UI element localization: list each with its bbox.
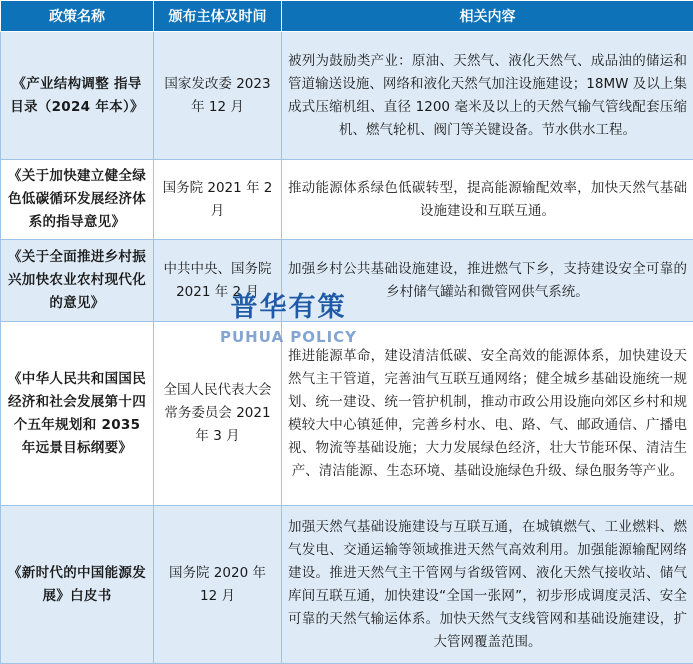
content-cell: 加强乡村公共基础设施建设，推进燃气下乡，支持建设安全可靠的乡村储气罐站和微管网供气系统。 <box>282 240 693 322</box>
table-row <box>1 32 693 160</box>
issuer-cell: 国务院 2021 年 2 月 <box>154 160 282 240</box>
table-row <box>1 322 693 506</box>
content-cell: 加强天然气基础设施建设与互联互通，在城镇燃气、工业燃料、燃气发电、交通运输等领域推进天然气高效利用。加强能源输配网络建设。推进天然气主干管网与省级管网、液化天然气接收站、储气库间互联互通，加快建设“全国一张网”，初步形成调度灵活、安全可靠的天然气输运体系。加快天然气支线管网和基础设施建设，扩大管网覆盖范围。 <box>282 506 693 664</box>
content-cell: 被列为鼓励类产业：原油、天然气、液化天然气、成品油的储运和管道输送设施、网络和液化天然气加注设施建设；18MW 及以上集成式压缩机组、直径 1200 毫米及以上的天然气输气管线配套压缩机、燃气轮机、阀门等关键设备。节水供水工程。 <box>282 32 693 160</box>
table-header-row <box>1 1 693 32</box>
header-policy-name: 政策名称 <box>1 1 154 32</box>
header-content: 相关内容 <box>282 1 693 32</box>
watermark-en: PUHUA POLICY <box>220 328 357 346</box>
table-row <box>1 506 693 664</box>
content-cell: 推动能源体系绿色低碳转型，提高能源输配效率，加快天然气基础设施建设和互联互通。 <box>282 160 693 240</box>
table-row <box>1 240 693 322</box>
policy-name-cell: 《关于加快建立健全绿色低碳循环发展经济体系的指导意见》 <box>1 160 154 240</box>
issuer-cell: 全国人民代表大会常务委员会 2021 年 3 月 <box>154 322 282 506</box>
issuer-cell: 国家发改委 2023 年 12 月 <box>154 32 282 160</box>
policy-name-cell: 《产业结构调整 指导目录（2024 年本）》 <box>1 32 154 160</box>
policy-name-cell: 《中华人民共和国国民经济和社会发展第十四个五年规划和 2035 年远景目标纲要》 <box>1 322 154 506</box>
issuer-cell: 中共中央、国务院 2021 年 2 月 <box>154 240 282 322</box>
policy-name-cell: 《关于全面推进乡村振兴加快农业农村现代化的意见》 <box>1 240 154 322</box>
policy-name-cell: 《新时代的中国能源发展》白皮书 <box>1 506 154 664</box>
header-issuer-date: 颁布主体及时间 <box>154 1 282 32</box>
content-cell: 推进能源革命，建设清洁低碳、安全高效的能源体系，加快建设天然气主干管道，完善油气互联互通网络；健全城乡基础设施统一规划、统一建设、统一管护机制，推动市政公用设施向郊区乡村和规模较大中心镇延伸，完善乡村水、电、路、气、邮政通信、广播电视、物流等基础设施；大力发展绿色经济，壮大节能环保、清洁生产、清洁能源、生态环境、基础设施绿色升级、绿色服务等产业。 <box>282 322 693 506</box>
watermark-cn: 普华有策 <box>220 285 357 324</box>
issuer-cell: 国务院 2020 年 12 月 <box>154 506 282 664</box>
table-row <box>1 160 693 240</box>
